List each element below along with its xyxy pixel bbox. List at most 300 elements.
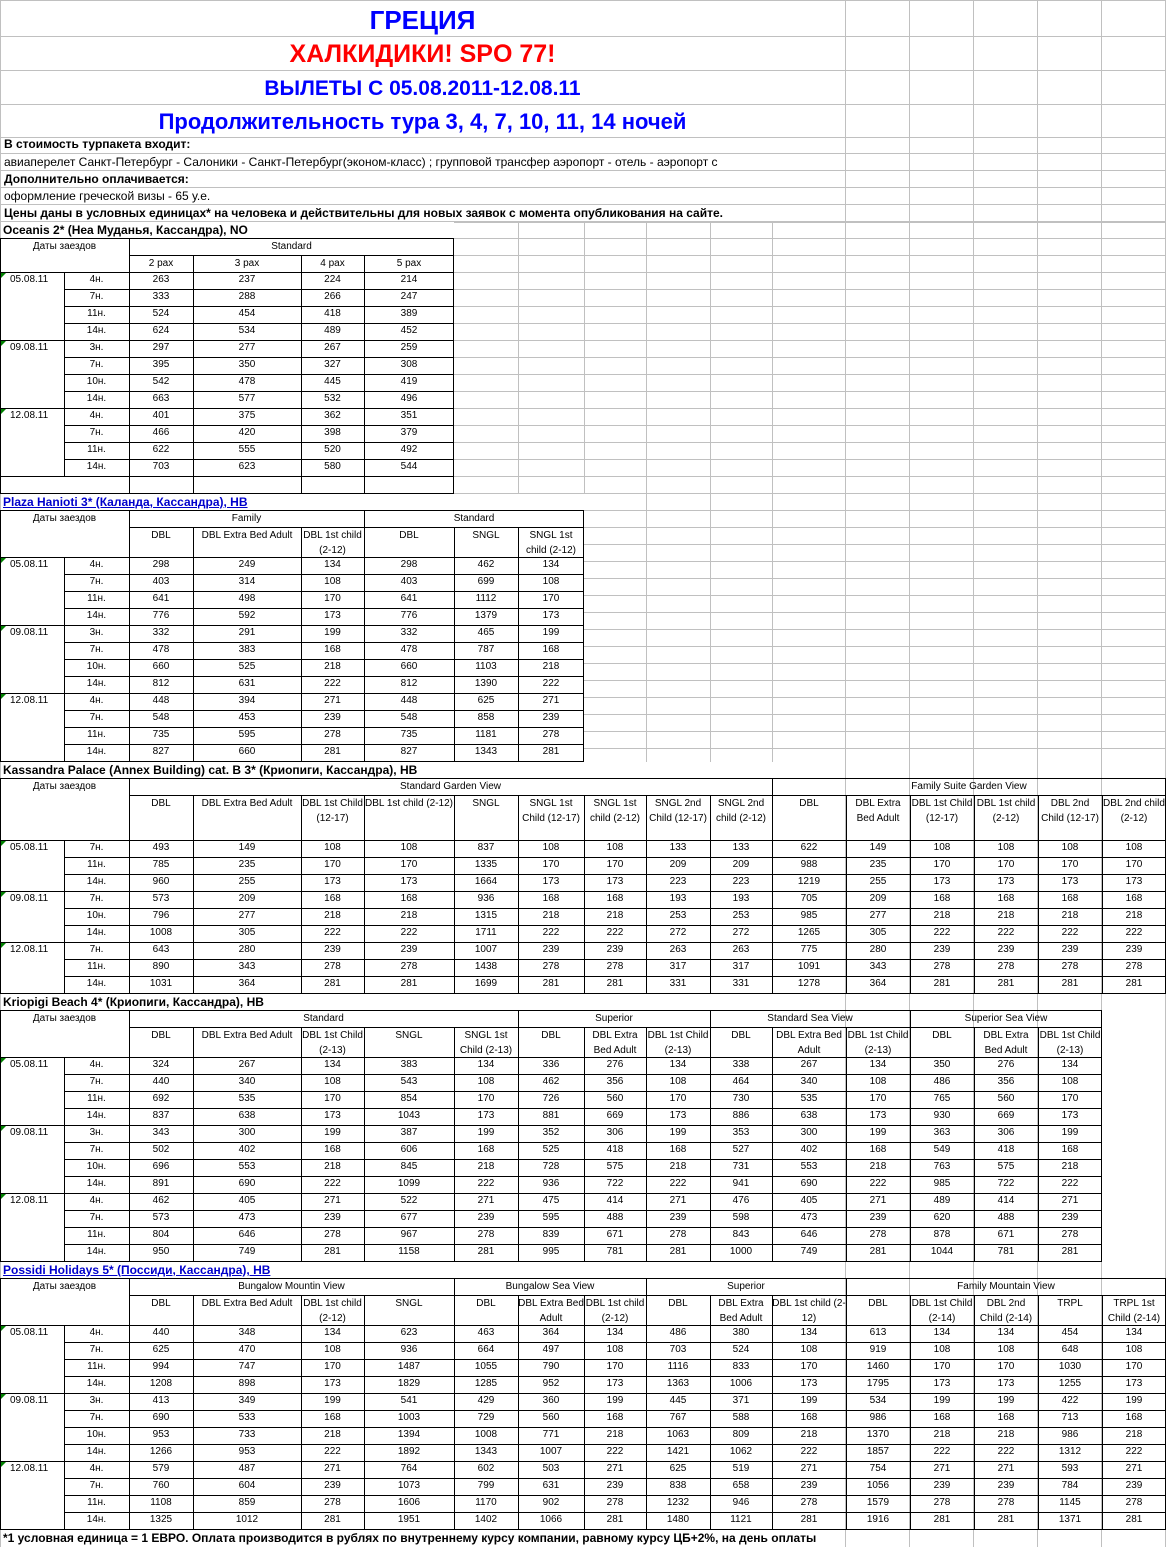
price-cell: 496 bbox=[400, 393, 418, 404]
price-cell: 277 bbox=[238, 342, 256, 353]
price-cell: 350 bbox=[933, 1059, 951, 1070]
price-cell: 168 bbox=[997, 1412, 1015, 1423]
price-cell: 1063 bbox=[666, 1429, 690, 1440]
price-cell: 281 bbox=[542, 746, 560, 757]
price-cell: 787 bbox=[477, 644, 495, 655]
price-column-header: 4 pax bbox=[320, 258, 345, 269]
nights-cell: 14н. bbox=[86, 1246, 107, 1257]
price-cell: 535 bbox=[238, 1093, 256, 1104]
price-cell: 209 bbox=[669, 859, 687, 870]
price-cell: 266 bbox=[324, 291, 341, 302]
price-column-header: DBL 2nd Child (12-17) bbox=[1041, 798, 1099, 824]
price-cell: 170 bbox=[1061, 859, 1079, 870]
price-cell: 253 bbox=[669, 910, 687, 921]
price-cell: 1312 bbox=[1058, 1446, 1082, 1457]
price-cell: 281 bbox=[1125, 978, 1143, 989]
price-cell: 271 bbox=[869, 1195, 887, 1206]
price-cell: 419 bbox=[400, 376, 418, 387]
price-cell: 271 bbox=[669, 1195, 687, 1206]
price-cell: 1255 bbox=[1058, 1378, 1082, 1389]
nights-cell: 4н. bbox=[89, 1463, 104, 1474]
price-cell: 837 bbox=[477, 842, 495, 853]
price-cell: 271 bbox=[606, 1463, 624, 1474]
price-cell: 1208 bbox=[149, 1378, 173, 1389]
price-cell: 291 bbox=[238, 627, 256, 638]
price-cell: 405 bbox=[800, 1195, 818, 1206]
price-column-header: SNGL 2nd child (2-12) bbox=[715, 798, 767, 824]
price-cell: 403 bbox=[152, 576, 170, 587]
price-cell: 1073 bbox=[397, 1480, 421, 1491]
price-column-header: DBL bbox=[151, 1030, 171, 1041]
price-cell: 952 bbox=[542, 1378, 560, 1389]
price-column-header: SNGL 1st Child (12-17) bbox=[522, 798, 580, 824]
price-cell: 173 bbox=[1061, 876, 1079, 887]
price-cell: 1266 bbox=[149, 1446, 173, 1457]
price-cell: 173 bbox=[324, 610, 341, 621]
nights-cell: 14н. bbox=[86, 1378, 107, 1389]
hotel-title: Oceanis 2* (Неа Муданья, Кассандра), NO bbox=[3, 223, 248, 237]
price-cell: 173 bbox=[477, 1110, 495, 1121]
room-group-header: Family Mountain View bbox=[957, 1281, 1055, 1292]
price-cell: 790 bbox=[542, 1361, 560, 1372]
price-cell: 560 bbox=[542, 1412, 560, 1423]
price-cell: 168 bbox=[800, 1412, 818, 1423]
price-cell: 218 bbox=[606, 910, 624, 921]
price-cell: 638 bbox=[238, 1110, 256, 1121]
price-cell: 281 bbox=[800, 1514, 818, 1525]
price-cell: 839 bbox=[542, 1229, 560, 1240]
price-cell: 489 bbox=[324, 325, 341, 336]
price-cell: 364 bbox=[238, 978, 256, 989]
nights-cell: 14н. bbox=[86, 393, 107, 404]
price-cell: 1370 bbox=[866, 1429, 890, 1440]
price-cell: 239 bbox=[1061, 944, 1079, 955]
price-cell: 222 bbox=[477, 1178, 495, 1189]
price-cell: 173 bbox=[1061, 1110, 1079, 1121]
price-column-header: TRPL bbox=[1057, 1298, 1083, 1309]
nights-cell: 3н. bbox=[89, 1395, 104, 1406]
price-cell: 985 bbox=[800, 910, 818, 921]
checkin-date: 09.08.11 bbox=[10, 342, 49, 353]
price-cell: 613 bbox=[869, 1327, 887, 1338]
price-cell: 281 bbox=[933, 1514, 951, 1525]
price-cell: 278 bbox=[1061, 1229, 1079, 1240]
price-cell: 641 bbox=[152, 593, 170, 604]
price-cell: 218 bbox=[800, 1429, 818, 1440]
price-cell: 549 bbox=[933, 1144, 951, 1155]
price-cell: 271 bbox=[477, 1195, 495, 1206]
price-cell: 775 bbox=[800, 944, 818, 955]
price-cell: 733 bbox=[238, 1429, 256, 1440]
price-cell: 168 bbox=[324, 1144, 341, 1155]
price-cell: 222 bbox=[1061, 1178, 1079, 1189]
price-cell: 729 bbox=[477, 1412, 495, 1423]
price-cell: 170 bbox=[400, 859, 418, 870]
price-cell: 278 bbox=[324, 961, 341, 972]
price-cell: 170 bbox=[669, 1093, 687, 1104]
price-cell: 108 bbox=[997, 842, 1015, 853]
price-cell: 534 bbox=[238, 325, 256, 336]
price-cell: 1315 bbox=[474, 910, 498, 921]
price-cell: 1121 bbox=[730, 1514, 752, 1525]
price-cell: 498 bbox=[238, 593, 256, 604]
price-cell: 259 bbox=[400, 342, 418, 353]
price-cell: 1007 bbox=[539, 1446, 563, 1457]
price-cell: 272 bbox=[732, 927, 750, 938]
price-cell: 1916 bbox=[866, 1514, 890, 1525]
price-cell: 222 bbox=[669, 1178, 687, 1189]
price-cell: 333 bbox=[152, 291, 170, 302]
price-cell: 448 bbox=[400, 695, 418, 706]
price-cell: 1278 bbox=[797, 978, 821, 989]
price-cell: 520 bbox=[324, 444, 341, 455]
price-cell: 560 bbox=[606, 1093, 624, 1104]
price-cell: 170 bbox=[933, 1361, 951, 1372]
price-cell: 199 bbox=[606, 1395, 624, 1406]
price-cell: 1438 bbox=[474, 961, 498, 972]
price-cell: 235 bbox=[238, 859, 256, 870]
price-cell: 173 bbox=[324, 1110, 341, 1121]
price-cell: 218 bbox=[324, 1429, 341, 1440]
price-column-header: DBL 2nd child (2-12) bbox=[1103, 798, 1165, 824]
price-cell: 573 bbox=[152, 1212, 170, 1223]
price-cell: 1379 bbox=[474, 610, 498, 621]
price-cell: 809 bbox=[732, 1429, 750, 1440]
price-cell: 239 bbox=[324, 944, 341, 955]
price-cell: 837 bbox=[152, 1110, 170, 1121]
nights-cell: 4н. bbox=[89, 559, 104, 570]
price-cell: 281 bbox=[606, 1514, 624, 1525]
price-cell: 362 bbox=[324, 410, 341, 421]
price-column-header: DBL bbox=[799, 798, 819, 809]
price-cell: 209 bbox=[238, 893, 256, 904]
price-cell: 735 bbox=[152, 729, 170, 740]
price-column-header: DBL Extra Bed Adult bbox=[776, 1030, 842, 1056]
price-cell: 476 bbox=[732, 1195, 750, 1206]
price-column-header: DBL Extra Bed Adult bbox=[518, 1298, 584, 1324]
price-cell: 690 bbox=[238, 1178, 256, 1189]
price-cell: 936 bbox=[477, 893, 495, 904]
price-cell: 1008 bbox=[149, 927, 173, 938]
comment-marker-icon bbox=[1, 626, 6, 631]
price-column-header: DBL bbox=[399, 530, 419, 541]
price-cell: 239 bbox=[324, 1480, 341, 1491]
price-cell: 281 bbox=[477, 1246, 495, 1257]
price-cell: 967 bbox=[400, 1229, 418, 1240]
price-cell: 763 bbox=[933, 1161, 951, 1172]
price-cell: 1394 bbox=[397, 1429, 421, 1440]
price-cell: 343 bbox=[152, 1127, 170, 1138]
price-cell: 276 bbox=[997, 1059, 1015, 1070]
price-cell: 108 bbox=[542, 576, 560, 587]
price-cell: 170 bbox=[933, 859, 951, 870]
price-cell: 218 bbox=[324, 661, 341, 672]
comment-marker-icon bbox=[1, 1394, 6, 1399]
price-cell: 771 bbox=[542, 1429, 560, 1440]
room-group-header: Standard bbox=[453, 513, 495, 524]
price-column-header: DBL 1st child (2-12) bbox=[976, 798, 1036, 824]
price-cell: 796 bbox=[152, 910, 170, 921]
price-cell: 360 bbox=[542, 1395, 560, 1406]
price-cell: 249 bbox=[238, 559, 256, 570]
price-cell: 199 bbox=[933, 1395, 951, 1406]
price-cell: 422 bbox=[1061, 1395, 1079, 1406]
price-cell: 606 bbox=[400, 1144, 418, 1155]
price-cell: 305 bbox=[238, 927, 256, 938]
price-cell: 336 bbox=[542, 1059, 560, 1070]
price-cell: 470 bbox=[238, 1344, 256, 1355]
nights-cell: 4н. bbox=[89, 695, 104, 706]
price-cell: 306 bbox=[606, 1127, 624, 1138]
price-cell: 598 bbox=[732, 1212, 750, 1223]
price-cell: 168 bbox=[606, 1412, 624, 1423]
price-cell: 168 bbox=[324, 644, 341, 655]
price-column-header: SNGL 1st child (2-12) bbox=[589, 798, 641, 824]
nights-cell: 11н. bbox=[87, 593, 106, 604]
price-cell: 1402 bbox=[474, 1514, 498, 1525]
checkin-date: 05.08.11 bbox=[10, 1059, 49, 1070]
price-cell: 278 bbox=[800, 1497, 818, 1508]
price-cell: 281 bbox=[324, 1246, 341, 1257]
price-cell: 1116 bbox=[667, 1361, 689, 1372]
price-cell: 891 bbox=[152, 1178, 170, 1189]
nights-cell: 7н. bbox=[89, 1212, 104, 1223]
price-cell: 445 bbox=[669, 1395, 687, 1406]
price-cell: 170 bbox=[324, 593, 341, 604]
price-cell: 223 bbox=[669, 876, 687, 887]
price-cell: 278 bbox=[933, 961, 951, 972]
price-cell: 486 bbox=[669, 1327, 687, 1338]
price-cell: 222 bbox=[324, 1178, 341, 1189]
comment-marker-icon bbox=[1, 694, 6, 699]
price-cell: 364 bbox=[542, 1327, 560, 1338]
price-cell: 519 bbox=[732, 1463, 750, 1474]
price-cell: 222 bbox=[324, 927, 341, 938]
nights-cell: 7н. bbox=[89, 644, 104, 655]
price-cell: 306 bbox=[997, 1127, 1015, 1138]
price-cell: 218 bbox=[1125, 1429, 1143, 1440]
nights-cell: 7н. bbox=[89, 1076, 104, 1087]
price-cell: 620 bbox=[933, 1212, 951, 1223]
price-cell: 134 bbox=[1061, 1059, 1079, 1070]
price-cell: 239 bbox=[542, 712, 560, 723]
price-cell: 1343 bbox=[474, 746, 498, 757]
price-cell: 699 bbox=[477, 576, 495, 587]
price-cell: 108 bbox=[477, 1076, 495, 1087]
price-cell: 524 bbox=[152, 308, 170, 319]
price-cell: 646 bbox=[238, 1229, 256, 1240]
price-cell: 134 bbox=[997, 1327, 1015, 1338]
price-cell: 785 bbox=[152, 859, 170, 870]
price-cell: 173 bbox=[1125, 1378, 1143, 1389]
price-cell: 168 bbox=[1061, 893, 1079, 904]
price-column-header: DBL 1st Child (12-17) bbox=[302, 798, 363, 824]
price-cell: 239 bbox=[869, 1212, 887, 1223]
price-cell: 534 bbox=[869, 1395, 887, 1406]
price-cell: 735 bbox=[400, 729, 418, 740]
price-cell: 690 bbox=[800, 1178, 818, 1189]
price-cell: 108 bbox=[400, 842, 418, 853]
price-column-header: SNGL 1st child (2-12) bbox=[525, 530, 577, 556]
comment-marker-icon bbox=[1, 892, 6, 897]
price-cell: 134 bbox=[606, 1327, 624, 1338]
price-cell: 881 bbox=[542, 1110, 560, 1121]
price-column-header: DBL bbox=[151, 1298, 171, 1309]
price-cell: 281 bbox=[1061, 978, 1079, 989]
nights-cell: 7н. bbox=[89, 291, 104, 302]
price-cell: 317 bbox=[732, 961, 750, 972]
price-cell: 235 bbox=[869, 859, 887, 870]
price-cell: 812 bbox=[400, 678, 418, 689]
price-cell: 747 bbox=[238, 1361, 256, 1372]
price-cell: 218 bbox=[997, 1429, 1015, 1440]
price-cell: 298 bbox=[400, 559, 418, 570]
price-cell: 754 bbox=[869, 1463, 887, 1474]
price-cell: 218 bbox=[997, 910, 1015, 921]
nights-cell: 7н. bbox=[89, 1480, 104, 1491]
price-cell: 288 bbox=[238, 291, 256, 302]
price-cell: 222 bbox=[997, 1446, 1015, 1457]
price-cell: 1055 bbox=[474, 1361, 498, 1372]
price-cell: 532 bbox=[324, 393, 341, 404]
nights-cell: 7н. bbox=[89, 1344, 104, 1355]
checkin-date: 09.08.11 bbox=[10, 1127, 49, 1138]
price-cell: 722 bbox=[606, 1178, 624, 1189]
price-cell: 108 bbox=[606, 842, 624, 853]
price-cell: 631 bbox=[542, 1480, 560, 1491]
price-cell: 414 bbox=[997, 1195, 1015, 1206]
price-cell: 553 bbox=[800, 1161, 818, 1172]
price-cell: 854 bbox=[400, 1093, 418, 1104]
price-cell: 749 bbox=[238, 1246, 256, 1257]
price-cell: 108 bbox=[324, 1344, 341, 1355]
price-cell: 827 bbox=[152, 746, 170, 757]
price-cell: 573 bbox=[152, 893, 170, 904]
nights-cell: 4н. bbox=[89, 410, 104, 421]
price-cell: 223 bbox=[732, 876, 750, 887]
price-cell: 278 bbox=[933, 1497, 951, 1508]
price-cell: 277 bbox=[238, 910, 256, 921]
price-cell: 638 bbox=[800, 1110, 818, 1121]
nights-cell: 11н. bbox=[87, 1497, 106, 1508]
price-cell: 692 bbox=[152, 1093, 170, 1104]
price-column-header: SNGL bbox=[395, 1030, 423, 1041]
comment-marker-icon bbox=[1, 1326, 6, 1331]
price-cell: 1325 bbox=[149, 1514, 173, 1525]
room-group-header: Family bbox=[231, 513, 262, 524]
price-cell: 593 bbox=[1061, 1463, 1079, 1474]
price-cell: 281 bbox=[606, 978, 624, 989]
price-cell: 764 bbox=[400, 1463, 418, 1474]
price-cell: 812 bbox=[152, 678, 170, 689]
nights-cell: 11н. bbox=[87, 729, 106, 740]
price-cell: 108 bbox=[800, 1344, 818, 1355]
nights-cell: 11н. bbox=[87, 1361, 106, 1372]
price-cell: 170 bbox=[1125, 1361, 1143, 1372]
price-column-header: DBL 1st Child (12-17) bbox=[911, 798, 973, 824]
price-cell: 1108 bbox=[150, 1497, 172, 1508]
price-cell: 239 bbox=[324, 712, 341, 723]
price-cell: 492 bbox=[400, 444, 418, 455]
price-cell: 429 bbox=[477, 1395, 495, 1406]
price-cell: 218 bbox=[1061, 910, 1079, 921]
checkin-date: 12.08.11 bbox=[10, 1463, 49, 1474]
price-column-header: DBL Extra Bed Adult bbox=[201, 530, 293, 541]
price-column-header: DBL bbox=[668, 1298, 688, 1309]
price-cell: 445 bbox=[324, 376, 341, 387]
price-cell: 134 bbox=[542, 559, 560, 570]
price-cell: 278 bbox=[477, 1229, 495, 1240]
price-cell: 988 bbox=[800, 859, 818, 870]
price-cell: 1066 bbox=[539, 1514, 563, 1525]
price-cell: 986 bbox=[1061, 1429, 1079, 1440]
hotel-link[interactable]: Plaza Hanioti 3* (Каланда, Кассандра), HB bbox=[3, 495, 248, 509]
price-cell: 170 bbox=[542, 593, 560, 604]
price-cell: 168 bbox=[606, 893, 624, 904]
nights-cell: 11н. bbox=[87, 1093, 106, 1104]
price-cell: 489 bbox=[933, 1195, 951, 1206]
price-cell: 247 bbox=[400, 291, 418, 302]
nights-cell: 14н. bbox=[86, 1514, 107, 1525]
price-cell: 222 bbox=[324, 1446, 341, 1457]
price-cell: 108 bbox=[1125, 842, 1143, 853]
price-column-header: DBL 1st Child (2-14) bbox=[911, 1298, 973, 1324]
price-cell: 402 bbox=[800, 1144, 818, 1155]
price-cell: 278 bbox=[997, 961, 1015, 972]
price-cell: 199 bbox=[1125, 1395, 1143, 1406]
nights-cell: 11н. bbox=[87, 961, 106, 972]
comment-marker-icon bbox=[1, 1462, 6, 1467]
price-cell: 343 bbox=[869, 961, 887, 972]
price-column-header: SNGL 1st Child (2-13) bbox=[459, 1030, 513, 1056]
price-column-header: TRPL 1st Child (2-14) bbox=[1107, 1298, 1161, 1324]
price-cell: 713 bbox=[1061, 1412, 1079, 1423]
price-cell: 604 bbox=[238, 1480, 256, 1491]
price-cell: 522 bbox=[400, 1195, 418, 1206]
price-cell: 263 bbox=[152, 274, 170, 285]
nights-cell: 7н. bbox=[89, 1144, 104, 1155]
hotel-link[interactable]: Possidi Holidays 5* (Поссиди, Кассандра), HB bbox=[3, 1263, 271, 1277]
price-cell: 542 bbox=[152, 376, 170, 387]
price-cell: 1181 bbox=[475, 729, 497, 740]
price-cell: 527 bbox=[732, 1144, 750, 1155]
price-cell: 1112 bbox=[475, 593, 497, 604]
price-cell: 671 bbox=[997, 1229, 1015, 1240]
price-cell: 401 bbox=[152, 410, 170, 421]
price-cell: 281 bbox=[324, 1514, 341, 1525]
price-cell: 193 bbox=[669, 893, 687, 904]
price-cell: 387 bbox=[400, 1127, 418, 1138]
price-cell: 383 bbox=[400, 1059, 418, 1070]
price-cell: 239 bbox=[324, 1212, 341, 1223]
comment-marker-icon bbox=[1, 409, 6, 414]
price-column-header: DBL Extra Bed Adult bbox=[201, 798, 293, 809]
price-cell: 1371 bbox=[1058, 1514, 1082, 1525]
price-cell: 1795 bbox=[866, 1378, 890, 1389]
price-cell: 930 bbox=[933, 1110, 951, 1121]
price-cell: 173 bbox=[997, 876, 1015, 887]
price-cell: 108 bbox=[324, 842, 341, 853]
price-cell: 941 bbox=[732, 1178, 750, 1189]
nights-cell: 7н. bbox=[89, 359, 104, 370]
nights-cell: 11н. bbox=[87, 444, 106, 455]
price-cell: 350 bbox=[238, 359, 256, 370]
price-cell: 133 bbox=[732, 842, 750, 853]
price-cell: 278 bbox=[606, 961, 624, 972]
price-column-header: DBL 1st Child (2-13) bbox=[647, 1030, 709, 1056]
price-cell: 464 bbox=[732, 1076, 750, 1087]
checkin-dates-header: Даты заездов bbox=[32, 1281, 97, 1292]
